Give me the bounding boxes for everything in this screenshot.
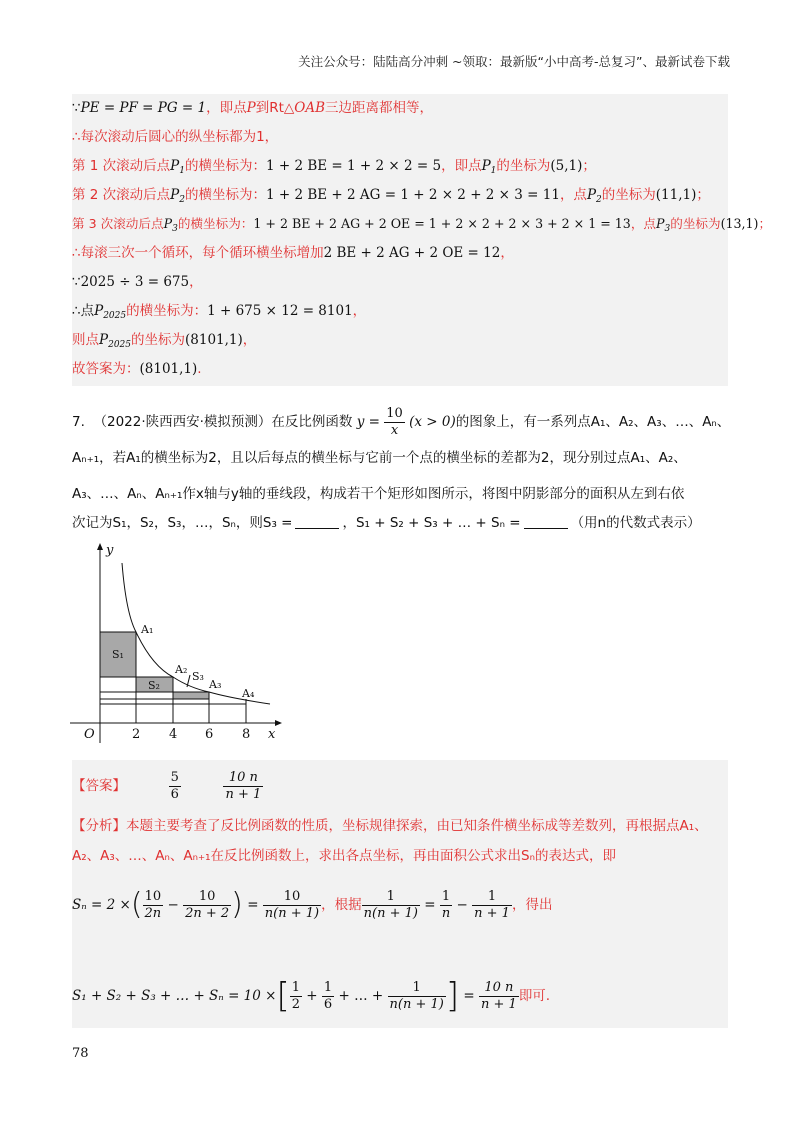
solution-line-10: 故答案为：(8101,1). (72, 361, 202, 377)
answer-line: 【答案】 $\frac{5}{6}$ $\frac{10 n}{n + 1}$ (72, 769, 262, 802)
region-s3: S₃ (192, 670, 204, 683)
question-line-4: 次记为S₁，S₂，S₃，…，Sₙ，则S₃ = ，S₁ + S₂ + S₃ + … + Sₙ = （用n的代数式表示） (72, 515, 701, 531)
origin-label: O (84, 727, 95, 742)
blank-sum[interactable] (524, 516, 568, 529)
solution-line-6: ∴每滚三次一个循环，每个循环横坐标增加2 BE + 2 AG + 2 OE = 12， (72, 245, 514, 261)
tick-2: 2 (132, 727, 141, 742)
region-s1: S₁ (112, 648, 124, 661)
tick-8: 8 (242, 727, 251, 742)
point-a2: A₂ (175, 663, 188, 676)
question-line-3: A₃、…、Aₙ、Aₙ₊₁作x轴与y轴的垂线段，构成若干个矩形如图所示，将图中阴影部分的面积从左到右依 (72, 486, 685, 502)
analysis-line-2: A₂、A₃、…、Aₙ、Aₙ₊₁在反比例函数上，求出各点坐标，再由面积公式求出Sₙ的表达式，即 (72, 848, 617, 864)
solution-line-2: ∴每次滚动后圆心的纵坐标都为1， (72, 129, 279, 145)
x-axis-label: x (268, 727, 276, 742)
solution-line-7: ∵2025 ÷ 3 = 675， (72, 274, 203, 290)
solution-line-4: 第 2 次滚动后点$P_2$的横坐标为：1 + 2 BE + 2 AG = 1 + 2 × 2 + 2 × 3 = 11，点$P_2$的坐标为(11,1)； (72, 187, 710, 205)
solution-line-8: ∴点$P_{2025}$的横坐标为：1 + 675 × 12 = 8101， (72, 303, 367, 321)
answer-analysis-block (72, 760, 728, 1028)
page-number: 78 (72, 1046, 89, 1061)
function-fraction: $\frac{10}{x}$ (386, 405, 403, 438)
analysis-formula-2: S₁ + S₂ + S₃ + … + Sₙ = 10 ×[ $\frac{1}{2}$ + $\frac{1}{6}$ + … + $\frac{1}{n(n + 1)}$ ] = $\frac{10 n}{n + 1}$ 即可. (72, 976, 551, 1016)
y-axis-label: y (106, 543, 114, 558)
tick-4: 4 (169, 727, 178, 742)
page-header: 关注公众号：陆陆高分冲刺 ~领取：最新版“小中高考-总复习”、最新试卷下载 (298, 54, 730, 69)
region-s2: S₂ (148, 679, 160, 692)
solution-line-3: 第 1 次滚动后点$P_1$的横坐标为：1 + 2 BE = 1 + 2 × 2 = 5，即点$P_1$的坐标为(5,1)； (72, 158, 596, 176)
blank-s3[interactable] (295, 516, 339, 529)
point-a4: A₄ (242, 687, 255, 700)
shaded-s3 (173, 692, 209, 699)
hyperbola-figure (60, 538, 290, 748)
solution-line-9: 则点$P_{2025}$的坐标为(8101,1)， (72, 332, 257, 350)
question-line-2: Aₙ₊₁，若A₁的横坐标为2，且以后每点的横坐标与它前一个点的横坐标的差都为2，现分别过点A₁、A₂、 (72, 450, 687, 466)
point-a3: A₃ (209, 678, 222, 691)
answer-1: $\frac{5}{6}$ (170, 769, 179, 802)
answer-2: $\frac{10 n}{n + 1}$ (225, 769, 262, 802)
solution-line-5: 第 3 次滚动后点$P_3$的横坐标为：1 + 2 BE + 2 AG + 2 OE = 1 + 2 × 2 + 2 × 3 + 2 × 1 = 13，点$P_3$的坐标为(13,1)； (72, 216, 772, 234)
analysis-formula-1: Sₙ = 2 ×( $\frac{10}{2n}$ − $\frac{10}{2n + 2}$ ) = $\frac{10}{n(n + 1)}$ ，根据 $\frac{1}{n(n + 1)}$ = $\frac{1}{n}$ − $\frac{1}{n + 1}$ ，得出 (72, 887, 553, 922)
tick-6: 6 (205, 727, 214, 742)
previous-solution-block (72, 94, 772, 386)
point-a1: A₁ (141, 623, 154, 636)
question-line-1: 7. （2022·陕西西安·模拟预测）在反比例函数 y = $\frac{10}{x}$ (x > 0)的图象上，有一系列点A₁、A₂、A₃、…、Aₙ、 (72, 405, 731, 438)
analysis-line-1: 【分析】本题主要考查了反比例函数的性质，坐标规律探索，由已知条件横坐标成等差数列，再根据点A₁、 (72, 818, 708, 834)
solution-line-1: ∵PE = PF = PG = 1，即点P到Rt△OAB三边距离都相等， (72, 100, 434, 116)
